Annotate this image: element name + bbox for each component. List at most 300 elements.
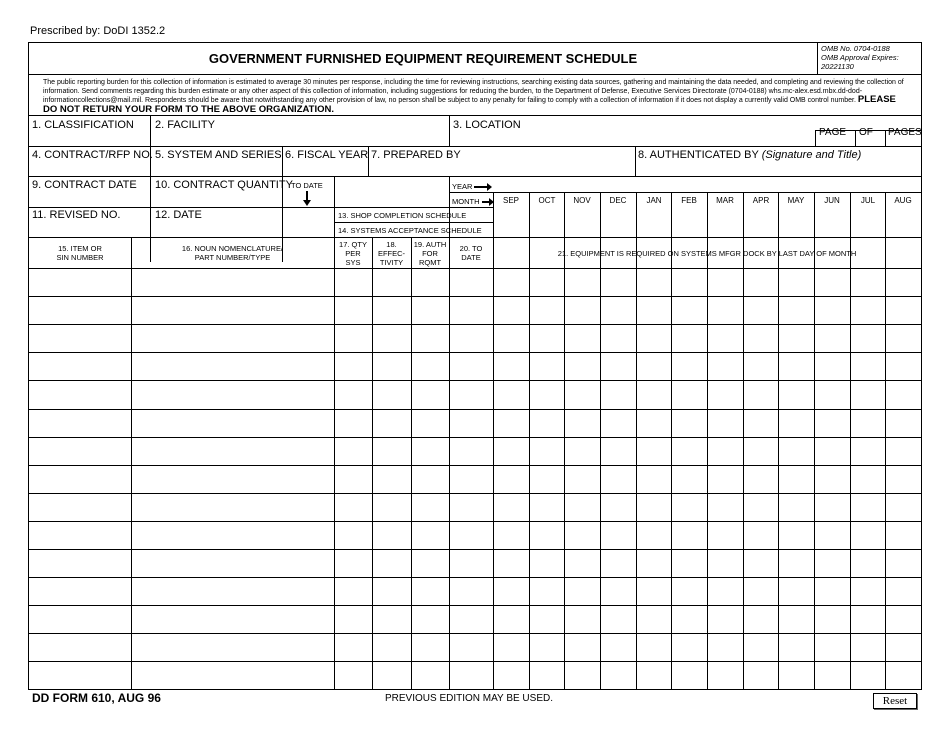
schedule-cell[interactable] [30, 494, 131, 521]
schedule-cell[interactable] [565, 522, 600, 549]
contract-quantity-label: 10. CONTRACT QUANTITY [155, 179, 293, 191]
schedule-cell[interactable] [851, 494, 885, 521]
schedule-cell[interactable] [132, 634, 334, 661]
schedule-cell[interactable] [672, 381, 707, 408]
schedule-cell[interactable] [779, 662, 814, 689]
schedule-cell[interactable] [335, 269, 372, 296]
schedule-cell[interactable] [373, 634, 411, 661]
schedule-cell[interactable] [779, 466, 814, 493]
schedule-cell[interactable] [494, 578, 529, 605]
schedule-cell[interactable] [779, 438, 814, 465]
schedule-cell[interactable] [494, 522, 529, 549]
schedule-cell[interactable] [450, 381, 493, 408]
schedule-cell[interactable] [637, 410, 671, 437]
schedule-cell[interactable] [637, 522, 671, 549]
schedule-cell[interactable] [851, 466, 885, 493]
schedule-cell[interactable] [565, 550, 600, 577]
schedule-cell[interactable] [601, 297, 636, 324]
schedule-cell[interactable] [815, 662, 850, 689]
schedule-cell[interactable] [886, 269, 921, 296]
schedule-cell[interactable] [412, 353, 449, 380]
schedule-cell[interactable] [672, 606, 707, 633]
schedule-cell[interactable] [637, 297, 671, 324]
schedule-cell[interactable] [744, 606, 778, 633]
schedule-cell[interactable] [779, 494, 814, 521]
reset-button[interactable]: Reset [873, 693, 917, 709]
schedule-cell[interactable] [412, 578, 449, 605]
schedule-cell[interactable] [601, 381, 636, 408]
schedule-cell[interactable] [708, 381, 743, 408]
schedule-cell[interactable] [565, 410, 600, 437]
schedule-cell[interactable] [886, 634, 921, 661]
schedule-cell[interactable] [672, 550, 707, 577]
schedule-cell[interactable] [851, 381, 885, 408]
schedule-cell[interactable] [30, 410, 131, 437]
schedule-cell[interactable] [851, 522, 885, 549]
schedule-cell[interactable] [708, 438, 743, 465]
schedule-cell[interactable] [672, 438, 707, 465]
schedule-cell[interactable] [601, 662, 636, 689]
schedule-cell[interactable] [450, 410, 493, 437]
schedule-cell[interactable] [373, 662, 411, 689]
schedule-cell[interactable] [530, 494, 564, 521]
schedule-cell[interactable] [530, 410, 564, 437]
schedule-cell[interactable] [637, 438, 671, 465]
schedule-cell[interactable] [132, 606, 334, 633]
schedule-cell[interactable] [744, 325, 778, 352]
schedule-cell[interactable] [30, 522, 131, 549]
schedule-cell[interactable] [708, 606, 743, 633]
schedule-cell[interactable] [335, 550, 372, 577]
schedule-cell[interactable] [779, 297, 814, 324]
schedule-cell[interactable] [744, 381, 778, 408]
schedule-cell[interactable] [494, 550, 529, 577]
schedule-cell[interactable] [450, 522, 493, 549]
schedule-cell[interactable] [637, 381, 671, 408]
schedule-cell[interactable] [851, 410, 885, 437]
schedule-cell[interactable] [708, 297, 743, 324]
schedule-cell[interactable] [494, 325, 529, 352]
schedule-cell[interactable] [744, 494, 778, 521]
schedule-cell[interactable] [601, 578, 636, 605]
schedule-cell[interactable] [530, 353, 564, 380]
schedule-cell[interactable] [565, 438, 600, 465]
schedule-cell[interactable] [30, 606, 131, 633]
schedule-cell[interactable] [373, 550, 411, 577]
schedule-cell[interactable] [373, 438, 411, 465]
schedule-cell[interactable] [815, 578, 850, 605]
schedule-cell[interactable] [30, 550, 131, 577]
schedule-cell[interactable] [335, 578, 372, 605]
omb-expires-date: 20221130 [821, 62, 854, 71]
schedule-cell[interactable] [744, 522, 778, 549]
schedule-cell[interactable] [779, 550, 814, 577]
schedule-cell[interactable] [815, 522, 850, 549]
schedule-cell[interactable] [637, 325, 671, 352]
gfe-form [28, 42, 922, 690]
schedule-cell[interactable] [530, 325, 564, 352]
schedule-cell[interactable] [851, 606, 885, 633]
schedule-cell[interactable] [335, 466, 372, 493]
schedule-cell[interactable] [744, 297, 778, 324]
system-series-input[interactable] [151, 161, 282, 176]
schedule-cell[interactable] [886, 578, 921, 605]
schedule-cell[interactable] [132, 466, 334, 493]
schedule-cell[interactable] [744, 438, 778, 465]
schedule-cell[interactable] [601, 325, 636, 352]
schedule-cell[interactable] [450, 494, 493, 521]
fiscal-year-input[interactable] [283, 161, 368, 176]
schedule-cell[interactable] [412, 410, 449, 437]
schedule-cell[interactable] [851, 438, 885, 465]
schedule-cell[interactable] [450, 606, 493, 633]
schedule-cell[interactable] [412, 325, 449, 352]
schedule-cell[interactable] [335, 297, 372, 324]
schedule-cell[interactable] [708, 325, 743, 352]
revised-no-label: 11. REVISED NO. [32, 209, 121, 221]
schedule-cell[interactable] [450, 353, 493, 380]
schedule-cell[interactable] [815, 550, 850, 577]
schedule-cell[interactable] [815, 381, 850, 408]
schedule-cell[interactable] [373, 606, 411, 633]
schedule-cell[interactable] [450, 269, 493, 296]
schedule-cell[interactable] [132, 550, 334, 577]
schedule-cell[interactable] [851, 578, 885, 605]
page-label: PAGE [819, 127, 847, 138]
schedule-cell[interactable] [450, 550, 493, 577]
schedule-cell[interactable] [132, 325, 334, 352]
schedule-cell[interactable] [530, 269, 564, 296]
schedule-cell[interactable] [450, 438, 493, 465]
schedule-cell[interactable] [886, 522, 921, 549]
schedule-cell[interactable] [708, 410, 743, 437]
schedule-cell[interactable] [779, 325, 814, 352]
schedule-cell[interactable] [601, 550, 636, 577]
schedule-cell[interactable] [708, 662, 743, 689]
schedule-cell[interactable] [815, 634, 850, 661]
schedule-cell[interactable] [335, 438, 372, 465]
schedule-cell[interactable] [335, 606, 372, 633]
schedule-cell[interactable] [412, 466, 449, 493]
schedule-cell[interactable] [412, 494, 449, 521]
schedule-cell[interactable] [132, 353, 334, 380]
schedule-cell[interactable] [886, 550, 921, 577]
schedule-cell[interactable] [672, 269, 707, 296]
schedule-cell[interactable] [779, 522, 814, 549]
month-label: MONTH [452, 197, 490, 206]
schedule-cell[interactable] [779, 606, 814, 633]
schedule-cell[interactable] [672, 662, 707, 689]
contract-rfp-input[interactable] [29, 161, 150, 176]
schedule-cell[interactable] [565, 634, 600, 661]
omb-expires-label: OMB Approval Expires: [821, 53, 899, 62]
schedule-cell[interactable] [132, 297, 334, 324]
schedule-cell[interactable] [708, 522, 743, 549]
schedule-cell[interactable] [373, 494, 411, 521]
schedule-cell[interactable] [565, 466, 600, 493]
schedule-cell[interactable] [565, 662, 600, 689]
schedule-cell[interactable] [565, 269, 600, 296]
schedule-cell[interactable] [494, 662, 529, 689]
schedule-cell[interactable] [779, 578, 814, 605]
schedule-cell[interactable] [886, 494, 921, 521]
schedule-cell[interactable] [601, 606, 636, 633]
schedule-cell[interactable] [886, 410, 921, 437]
schedule-cell[interactable] [335, 325, 372, 352]
previous-edition-note: PREVIOUS EDITION MAY BE USED. [385, 693, 553, 704]
facility-input[interactable] [151, 129, 449, 146]
schedule-cell[interactable] [412, 438, 449, 465]
contract-date-label: 9. CONTRACT DATE [32, 179, 137, 191]
schedule-cell[interactable] [412, 606, 449, 633]
schedule-cell[interactable] [494, 466, 529, 493]
schedule-cell[interactable] [373, 297, 411, 324]
fiscal-year-label: 6. FISCAL YEAR [285, 149, 369, 161]
month-may: MAY [787, 196, 805, 205]
schedule-cell[interactable] [708, 269, 743, 296]
schedule-cell[interactable] [601, 410, 636, 437]
schedule-cell[interactable] [672, 353, 707, 380]
schedule-cell[interactable] [637, 662, 671, 689]
schedule-cell[interactable] [494, 606, 529, 633]
schedule-cell[interactable] [412, 522, 449, 549]
schedule-cell[interactable] [450, 634, 493, 661]
schedule-cell[interactable] [744, 410, 778, 437]
schedule-cell[interactable] [335, 522, 372, 549]
schedule-cell[interactable] [132, 494, 334, 521]
schedule-cell[interactable] [851, 297, 885, 324]
schedule-cell[interactable] [373, 353, 411, 380]
schedule-cell[interactable] [450, 466, 493, 493]
schedule-cell[interactable] [530, 550, 564, 577]
schedule-cell[interactable] [132, 381, 334, 408]
schedule-cell[interactable] [530, 634, 564, 661]
schedule-cell[interactable] [132, 578, 334, 605]
schedule-cell[interactable] [672, 578, 707, 605]
schedule-cell[interactable] [530, 522, 564, 549]
schedule-cell[interactable] [672, 297, 707, 324]
schedule-cell[interactable] [494, 269, 529, 296]
schedule-cell[interactable] [637, 353, 671, 380]
schedule-cell[interactable] [708, 353, 743, 380]
schedule-cell[interactable] [494, 353, 529, 380]
schedule-cell[interactable] [565, 381, 600, 408]
schedule-cell[interactable] [530, 297, 564, 324]
schedule-cell[interactable] [412, 662, 449, 689]
schedule-cell[interactable] [335, 353, 372, 380]
schedule-cell[interactable] [132, 522, 334, 549]
schedule-cell[interactable] [530, 466, 564, 493]
schedule-cell[interactable] [601, 494, 636, 521]
schedule-cell[interactable] [373, 269, 411, 296]
year-label: YEAR [452, 182, 488, 191]
schedule-cell[interactable] [30, 466, 131, 493]
to-date-header: 20. TO DATE [459, 244, 483, 262]
schedule-cell[interactable] [708, 634, 743, 661]
schedule-cell[interactable] [886, 325, 921, 352]
schedule-cell[interactable] [815, 438, 850, 465]
schedule-cell[interactable] [601, 634, 636, 661]
schedule-cell[interactable] [886, 381, 921, 408]
schedule-cell[interactable] [708, 578, 743, 605]
schedule-cell[interactable] [450, 297, 493, 324]
of-label: OF [859, 127, 873, 138]
location-input[interactable] [450, 129, 815, 146]
schedule-cell[interactable] [672, 494, 707, 521]
schedule-cell[interactable] [744, 269, 778, 296]
schedule-cell[interactable] [132, 662, 334, 689]
schedule-cell[interactable] [886, 297, 921, 324]
schedule-cell[interactable] [851, 269, 885, 296]
schedule-cell[interactable] [815, 606, 850, 633]
schedule-cell[interactable] [601, 522, 636, 549]
schedule-cell[interactable] [815, 353, 850, 380]
schedule-cell[interactable] [565, 494, 600, 521]
schedule-cell[interactable] [815, 269, 850, 296]
schedule-cell[interactable] [373, 410, 411, 437]
schedule-cell[interactable] [412, 269, 449, 296]
schedule-cell[interactable] [637, 494, 671, 521]
schedule-cell[interactable] [30, 381, 131, 408]
schedule-cell[interactable] [886, 438, 921, 465]
schedule-cell[interactable] [672, 634, 707, 661]
schedule-cell[interactable] [30, 269, 131, 296]
schedule-cell[interactable] [672, 325, 707, 352]
schedule-cell[interactable] [744, 466, 778, 493]
schedule-cell[interactable] [373, 522, 411, 549]
schedule-cell[interactable] [412, 297, 449, 324]
schedule-cell[interactable] [744, 550, 778, 577]
schedule-cell[interactable] [530, 606, 564, 633]
schedule-cell[interactable] [494, 494, 529, 521]
schedule-cell[interactable] [886, 466, 921, 493]
schedule-cell[interactable] [565, 606, 600, 633]
schedule-cell[interactable] [601, 353, 636, 380]
qty-header: 17. QTY PER SYS [339, 240, 367, 267]
schedule-cell[interactable] [494, 297, 529, 324]
schedule-cell[interactable] [450, 578, 493, 605]
month-mar: MAR [716, 196, 734, 205]
schedule-cell[interactable] [815, 325, 850, 352]
schedule-cell[interactable] [672, 410, 707, 437]
schedule-cell[interactable] [30, 353, 131, 380]
schedule-cell[interactable] [886, 606, 921, 633]
schedule-cell[interactable] [132, 410, 334, 437]
schedule-cell[interactable] [637, 606, 671, 633]
classification-input[interactable] [29, 129, 150, 146]
schedule-cell[interactable] [412, 550, 449, 577]
prescribed-by: Prescribed by: DoDI 1352.2 [30, 25, 166, 37]
schedule-cell[interactable] [779, 269, 814, 296]
schedule-cell[interactable] [779, 353, 814, 380]
schedule-cell[interactable] [450, 662, 493, 689]
schedule-cell[interactable] [815, 297, 850, 324]
schedule-cell[interactable] [637, 466, 671, 493]
schedule-cell[interactable] [494, 410, 529, 437]
schedule-cell[interactable] [851, 550, 885, 577]
system-series-label: 5. SYSTEM AND SERIES [155, 149, 282, 161]
schedule-cell[interactable] [530, 381, 564, 408]
schedule-cell[interactable] [30, 578, 131, 605]
schedule-cell[interactable] [30, 634, 131, 661]
schedule-cell[interactable] [851, 325, 885, 352]
authenticated-by-input[interactable] [636, 161, 921, 176]
schedule-cell[interactable] [637, 578, 671, 605]
schedule-cell[interactable] [601, 466, 636, 493]
schedule-cell[interactable] [815, 494, 850, 521]
schedule-cell[interactable] [744, 662, 778, 689]
schedule-cell[interactable] [565, 578, 600, 605]
schedule-cell[interactable] [565, 325, 600, 352]
schedule-cell[interactable] [373, 466, 411, 493]
schedule-cell[interactable] [637, 269, 671, 296]
schedule-cell[interactable] [335, 634, 372, 661]
schedule-cell[interactable] [708, 466, 743, 493]
schedule-cell[interactable] [815, 466, 850, 493]
schedule-cell[interactable] [637, 550, 671, 577]
schedule-cell[interactable] [335, 381, 372, 408]
schedule-cell[interactable] [494, 381, 529, 408]
systems-acceptance-label: 14. SYSTEMS ACCEPTANCE SCHEDULE [338, 226, 482, 235]
schedule-cell[interactable] [708, 550, 743, 577]
schedule-cell[interactable] [132, 438, 334, 465]
schedule-cell[interactable] [601, 269, 636, 296]
schedule-cell[interactable] [744, 353, 778, 380]
schedule-cell[interactable] [30, 325, 131, 352]
schedule-cell[interactable] [335, 494, 372, 521]
schedule-cell[interactable] [412, 634, 449, 661]
schedule-cell[interactable] [373, 381, 411, 408]
schedule-cell[interactable] [30, 297, 131, 324]
schedule-cell[interactable] [30, 438, 131, 465]
schedule-cell[interactable] [744, 634, 778, 661]
schedule-cell[interactable] [530, 578, 564, 605]
schedule-cell[interactable] [494, 438, 529, 465]
schedule-cell[interactable] [412, 381, 449, 408]
schedule-cell[interactable] [815, 410, 850, 437]
schedule-cell[interactable] [886, 353, 921, 380]
schedule-cell[interactable] [530, 662, 564, 689]
prepared-by-input[interactable] [369, 161, 635, 176]
schedule-cell[interactable] [565, 297, 600, 324]
schedule-cell[interactable] [565, 353, 600, 380]
schedule-cell[interactable] [851, 353, 885, 380]
schedule-cell[interactable] [530, 438, 564, 465]
schedule-cell[interactable] [335, 662, 372, 689]
schedule-cell[interactable] [450, 325, 493, 352]
schedule-cell[interactable] [132, 269, 334, 296]
schedule-cell[interactable] [30, 662, 131, 689]
schedule-cell[interactable] [373, 325, 411, 352]
schedule-cell[interactable] [373, 578, 411, 605]
schedule-cell[interactable] [779, 381, 814, 408]
schedule-cell[interactable] [672, 522, 707, 549]
schedule-cell[interactable] [744, 578, 778, 605]
schedule-cell[interactable] [779, 634, 814, 661]
schedule-cell[interactable] [335, 410, 372, 437]
schedule-cell[interactable] [672, 466, 707, 493]
schedule-cell[interactable] [851, 634, 885, 661]
schedule-cell[interactable] [494, 634, 529, 661]
schedule-cell[interactable] [851, 662, 885, 689]
date-label: 12. DATE [155, 209, 202, 221]
schedule-cell[interactable] [779, 410, 814, 437]
schedule-cell[interactable] [708, 494, 743, 521]
prepared-by-label: 7. PREPARED BY [371, 149, 461, 161]
schedule-cell[interactable] [601, 438, 636, 465]
schedule-cell[interactable] [886, 662, 921, 689]
schedule-cell[interactable] [637, 634, 671, 661]
